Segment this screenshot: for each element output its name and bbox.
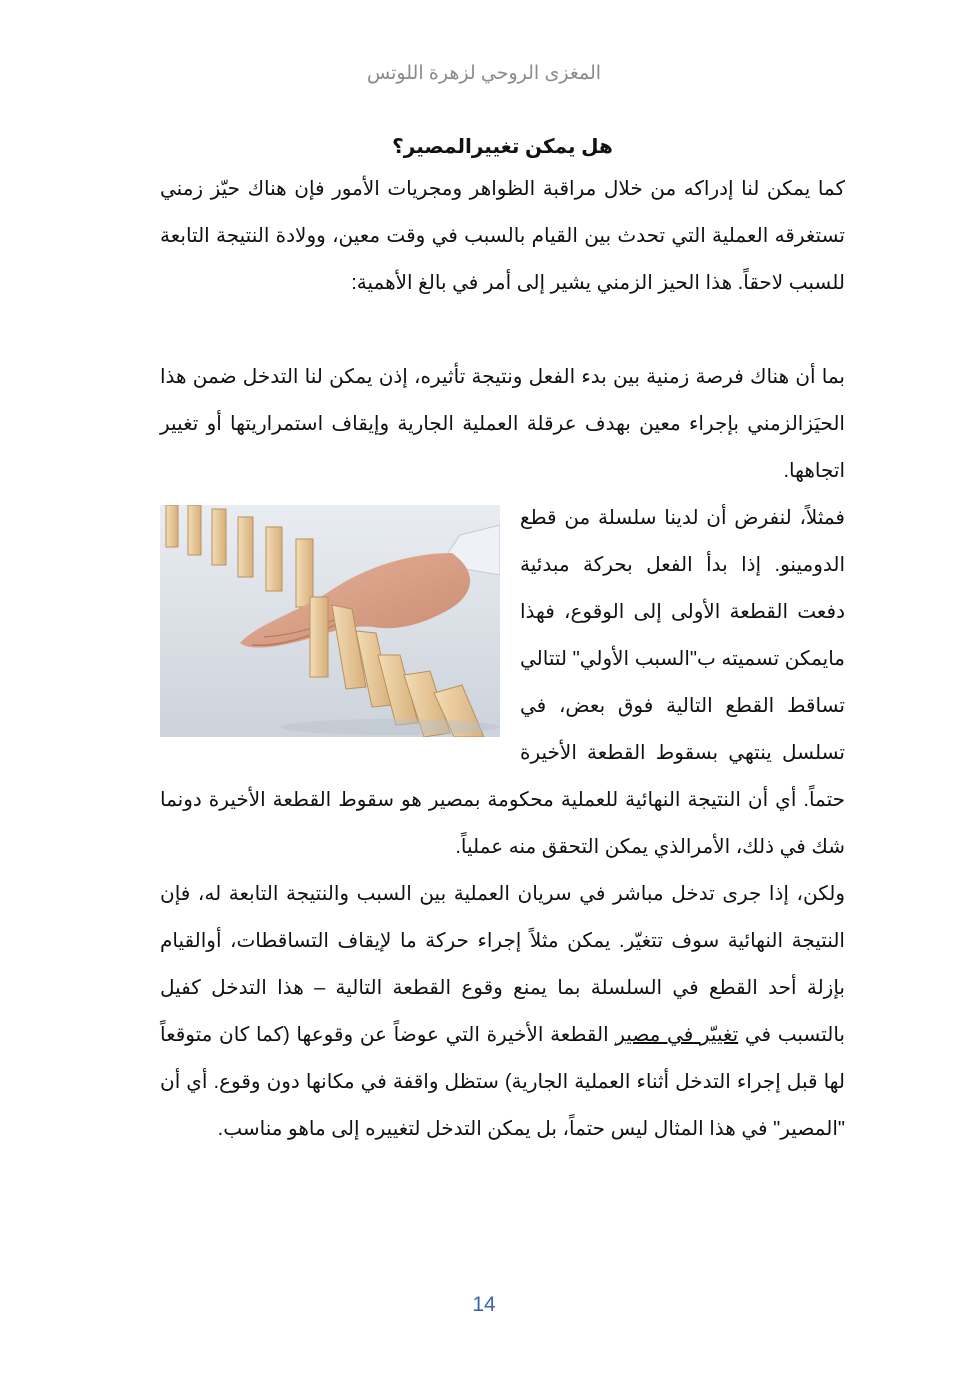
page-number: 14 [472, 1293, 496, 1316]
domino-hand-illustration [160, 505, 500, 737]
paragraph-intervention: بما أن هناك فرصة زمنية بين بدء الفعل ونتيجة تأثيره، إذن يمكن لنا التدخل ضمن هذا الحيَزالزمني بإجراء معين بهدف عرقلة العملية الجارية وإيقاف استمراريتها أو تغيير اتجاهها. [160, 366, 845, 482]
page-body [160, 128, 845, 1153]
domino-hand-photo [160, 505, 500, 737]
paragraph-domino-example: فمثلاً، لنفرض أن لدينا سلسلة من قطع الدومينو. إذا بدأ الفعل بحركة مبدئية دفعت القطعة الأولى إلى الوقوع، فهذا مايمكن تسميته ب"السبب الأولي" لتتالي تساقط القطع التالية فوق بعض، في تسلسل ينتهي بسقوط القطعة الأخيرة حتماً. أي أن النتيجة النهائية للعملية محكومة بمصير هو سقوط القطعة الأخيرة دونما شك في ذلك، الأمرالذي يمكن التحقق منه عملياً. [160, 507, 845, 858]
section-heading: هل يمكن تغييرالمصير؟ [392, 136, 613, 158]
paragraph-change-destiny-start: ولكن، إذا جرى تدخل مباشر في سريان العملية بين السبب والنتيجة التابعة له، فإن النتيجة النهائية سوف تتغيّر. يمكن مثلاً إجراء حركة ما لإيقاف التساقطات، أوالقيام بإزلة أحد القطع في السلسلة بما يمنع وقوع القطعة التالية – هذا التدخل كفيل بالتسبب في [160, 883, 845, 1046]
paragraph-spacer [160, 307, 845, 354]
running-header-title: المغزى الروحي لزهرة اللوتس [366, 63, 602, 84]
paragraph-change-destiny-end: القطعة الأخيرة التي عوضاً عن وقوعها (كما كان متوقعاً لها قبل إجراء التدخل أثناء العملية الجارية) ستظل واقفة في مكانها دون وقوع. أي أن "المصير" في هذا المثال ليس حتماً، بل يمكن التدخل لتغييره إلى ماهو مناسب. [160, 1024, 845, 1140]
paragraph-change-destiny [160, 871, 845, 1153]
paragraph-intro: كما يمكن لنا إدراكه من خلال مراقبة الظواهر ومجريات الأمور فإن هناك حيّز زمني تستغرقه العملية التي تحدث بين القيام بالسبب في وقت معين، وولادة النتيجة التابعة للسبب لاحقاً. هذا الحيز الزمني يشير إلى أمر في بالغ الأهمية: [160, 178, 845, 294]
underlined-phrase: تغييّر في مصير [615, 1024, 739, 1046]
